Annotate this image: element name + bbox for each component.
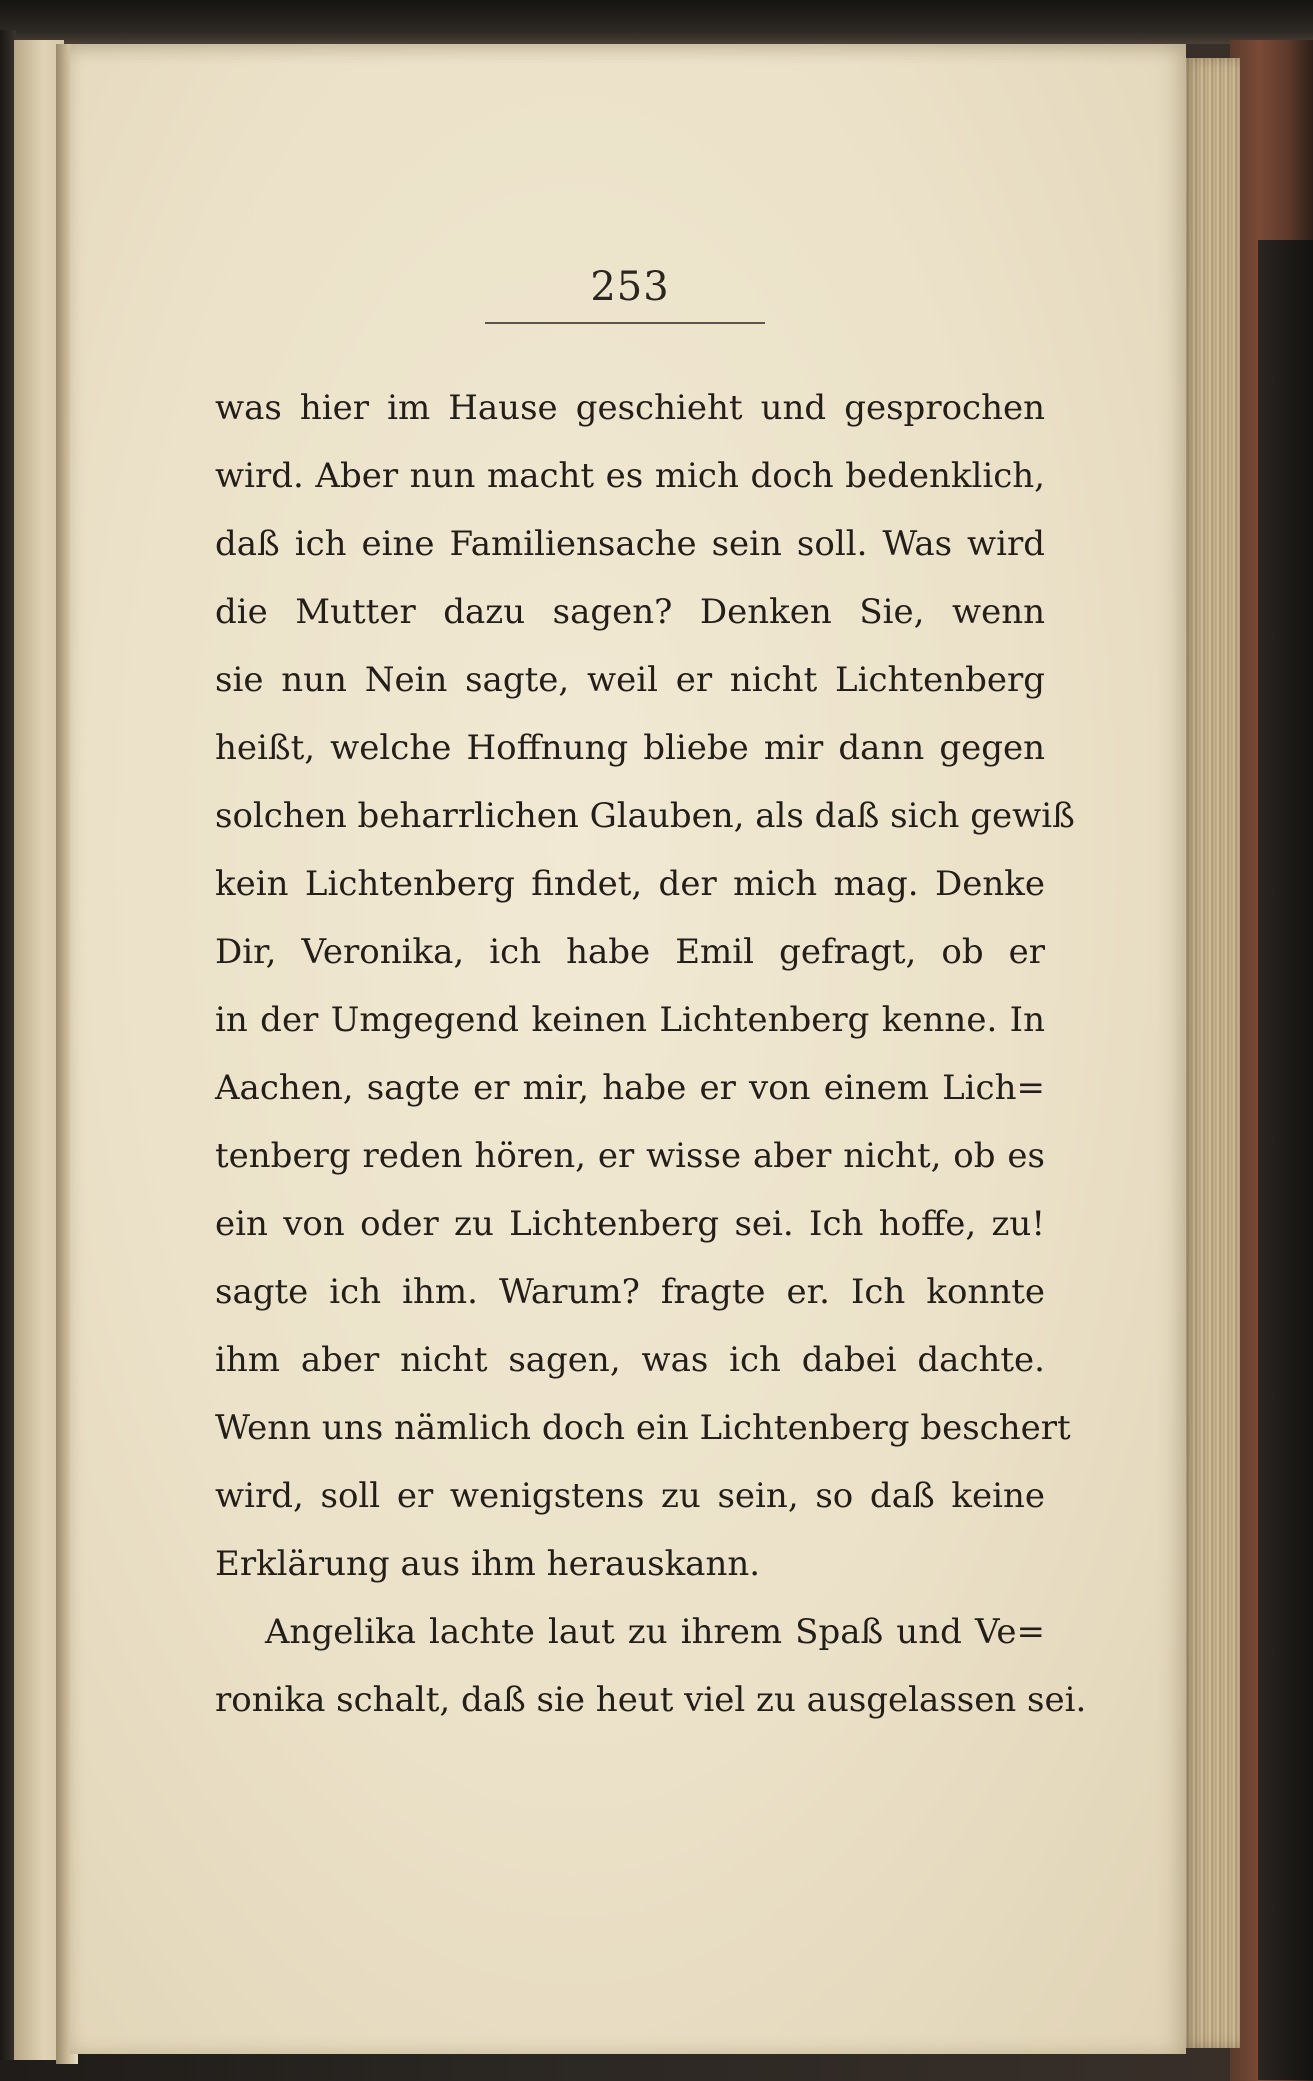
- text-line: was hier im Hause geschieht und gesprochen: [215, 388, 1045, 428]
- text-line: Erklärung aus ihm herauskann.: [215, 1544, 761, 1584]
- text-line: Dir, Veronika, ich habe Emil gefragt, ob er: [215, 932, 1045, 972]
- book-top-edge: [0, 0, 1313, 44]
- header-rule: [485, 322, 765, 324]
- text-line: in der Umgegend keinen Lichtenberg kenne. In: [215, 1000, 1045, 1040]
- text-line: wird, soll er wenigstens zu sein, so daß keine: [215, 1476, 1045, 1516]
- text-line: heißt, welche Hoffnung bliebe mir dann gegen: [215, 728, 1045, 768]
- text-line: ronika schalt, daß sie heut viel zu ausgelassen sei.: [215, 1680, 1087, 1720]
- text-line: wird. Aber nun macht es mich doch bedenklich,: [215, 456, 1045, 496]
- right-cover-shadow: [1258, 240, 1313, 2080]
- body-text: [215, 374, 1087, 1734]
- book-page: [70, 44, 1186, 2054]
- text-line: solchen beharrlichen Glauben, als daß sich gewiß: [215, 796, 1075, 836]
- text-line: Aachen, sagte er mir, habe er von einem Lich=: [215, 1068, 1045, 1108]
- text-line: daß ich eine Familiensache sein soll. Was wird: [215, 524, 1045, 564]
- page-edges: [1182, 58, 1240, 2048]
- page-number: 253: [590, 264, 670, 310]
- text-line: ein von oder zu Lichtenberg sei. Ich hoffe, zu!: [215, 1204, 1045, 1244]
- text-line: die Mutter dazu sagen? Denken Sie, wenn: [215, 592, 1045, 632]
- text-line: ihm aber nicht sagen, was ich dabei dachte.: [215, 1340, 1045, 1380]
- text-line: Angelika lachte laut zu ihrem Spaß und Ve=: [265, 1612, 1045, 1652]
- text-line: sie nun Nein sagte, weil er nicht Lichtenberg: [215, 660, 1045, 700]
- text-line: tenberg reden hören, er wisse aber nicht, ob es: [215, 1136, 1045, 1176]
- text-line: Wenn uns nämlich doch ein Lichtenberg beschert: [215, 1408, 1071, 1448]
- text-line: kein Lichtenberg findet, der mich mag. Denke: [215, 864, 1045, 904]
- text-line: sagte ich ihm. Warum? fragte er. Ich konnte: [215, 1272, 1045, 1312]
